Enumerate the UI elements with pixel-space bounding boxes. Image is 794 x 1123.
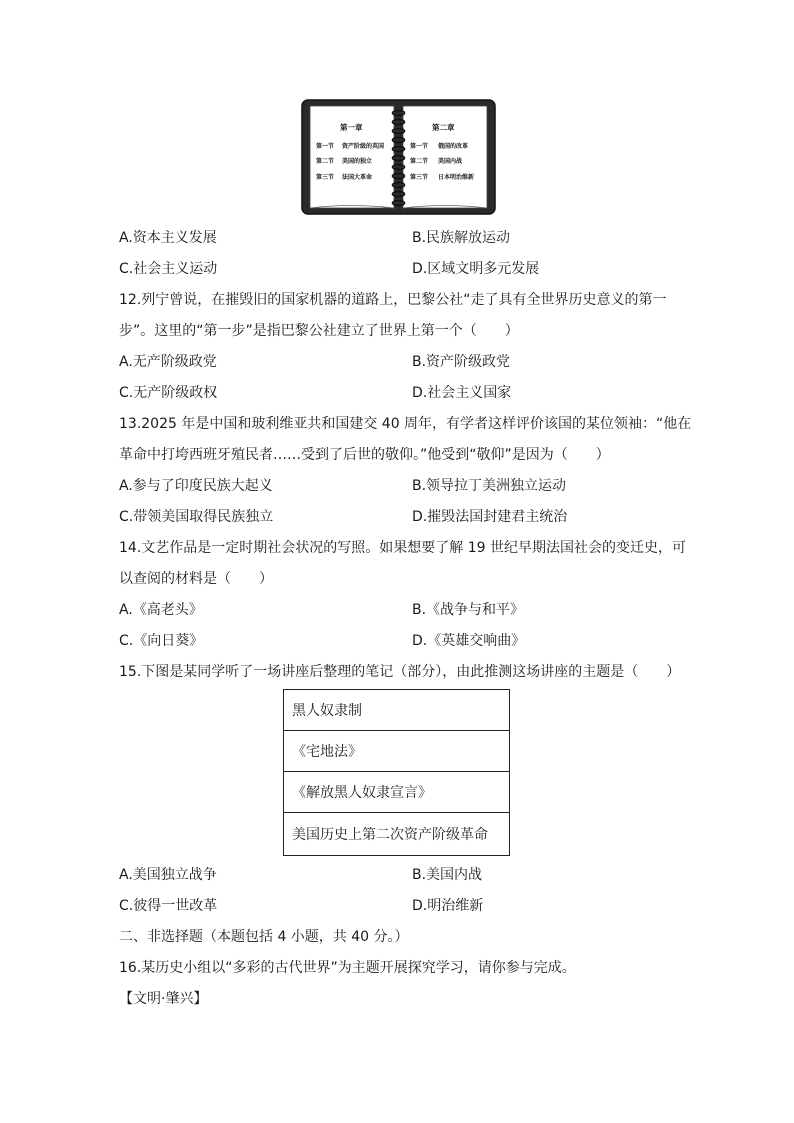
q14-option-c[interactable]: C.《向日葵》 <box>119 633 204 649</box>
q15-option-c[interactable]: C.彼得一世改革 <box>119 898 218 914</box>
q13-option-d[interactable]: D.摧毁法国封建君主统治 <box>412 509 568 525</box>
notebook-left-item: 法国大革命 <box>342 174 373 181</box>
q14-stem-line1: 14.文艺作品是一定时期社会状况的写照。如果想要了解 19 世纪早期法国社会的变迁史，可 <box>119 540 686 556</box>
q15-option-d[interactable]: D.明治维新 <box>412 898 484 914</box>
q12-option-d[interactable]: D.社会主义国家 <box>412 385 512 401</box>
q13-stem-line2: 革命中打垮西班牙殖民者……受到了后世的敬仰。”他受到“敬仰”是因为（ ） <box>119 447 610 463</box>
note-row: 美国历史上第二次资产阶级革命 <box>292 827 488 843</box>
q13-option-a[interactable]: A.参与了印度民族大起义 <box>119 478 273 494</box>
lecture-notes-box <box>283 689 510 856</box>
notebook-right-sec: 第二节 <box>410 158 429 165</box>
q12-option-c[interactable]: C.无产阶级政权 <box>119 385 218 401</box>
q11-option-c[interactable]: C.社会主义运动 <box>119 261 218 277</box>
notebook-right-title: 第二章 <box>432 123 455 132</box>
q11-option-d[interactable]: D.区域文明多元发展 <box>412 261 540 277</box>
notebook-left-sec: 第二节 <box>316 158 335 165</box>
q12-option-a[interactable]: A.无产阶级政党 <box>119 354 217 370</box>
q11-option-b[interactable]: B.民族解放运动 <box>412 230 511 246</box>
q14-stem-line2: 以查阅的材料是（ ） <box>119 571 273 587</box>
notebook-right-item: 日本明治维新 <box>438 174 475 181</box>
notebook-left-item: 美国的独立 <box>342 158 373 165</box>
q15-option-a[interactable]: A.美国独立战争 <box>119 867 217 883</box>
section-heading: 二、非选择题（本题包括 4 小题，共 40 分。） <box>119 929 409 945</box>
notebook-right-item: 美国内战 <box>438 158 463 165</box>
q13-option-c[interactable]: C.带领美国取得民族独立 <box>119 509 274 525</box>
q16-subheading: 【文明·肇兴】 <box>119 991 208 1007</box>
q14-option-a[interactable]: A.《高老头》 <box>119 602 203 618</box>
q12-option-b[interactable]: B.资产阶级政党 <box>412 354 511 370</box>
q14-option-d[interactable]: D.《英雄交响曲》 <box>412 633 526 649</box>
q14-option-b[interactable]: B.《战争与和平》 <box>412 602 525 618</box>
notebook-right-item: 俄国的改革 <box>438 143 469 150</box>
q15-stem: 15.下图是某同学听了一场讲座后整理的笔记（部分），由此推测这场讲座的主题是（ ） <box>119 664 681 680</box>
note-row: 黑人奴隶制 <box>284 690 509 731</box>
q16-stem: 16.某历史小组以“多彩的古代世界”为主题开展探究学习，请你参与完成。 <box>119 960 576 976</box>
q13-option-b[interactable]: B.领导拉丁美洲独立运动 <box>412 478 567 494</box>
q13-stem-line1: 13.2025 年是中国和玻利维亚共和国建交 40 周年，有学者这样评价该国的某位领袖：“他在 <box>119 416 692 432</box>
note-row: 《解放黑人奴隶宣言》 <box>284 772 509 813</box>
notebook-left-title: 第一章 <box>340 123 363 132</box>
notebook-illustration <box>300 97 497 218</box>
q11-option-a[interactable]: A.资本主义发展 <box>119 230 217 246</box>
notebook-right-sec: 第三节 <box>410 174 429 181</box>
q15-option-b[interactable]: B.美国内战 <box>412 867 483 883</box>
note-row: 《宅地法》 <box>284 731 509 772</box>
notebook-right-sec: 第一节 <box>410 143 429 150</box>
q12-stem-line1: 12.列宁曾说，在摧毁旧的国家机器的道路上，巴黎公社“走了具有全世界历史意义的第一 <box>119 292 667 308</box>
notebook-left-sec: 第三节 <box>316 174 335 181</box>
q12-stem-line2: 步”。这里的“第一步”是指巴黎公社建立了世界上第一个（ ） <box>119 323 519 339</box>
notebook-left-item: 资产阶级的英国 <box>342 143 385 150</box>
notebook-left-sec: 第一节 <box>316 143 335 150</box>
